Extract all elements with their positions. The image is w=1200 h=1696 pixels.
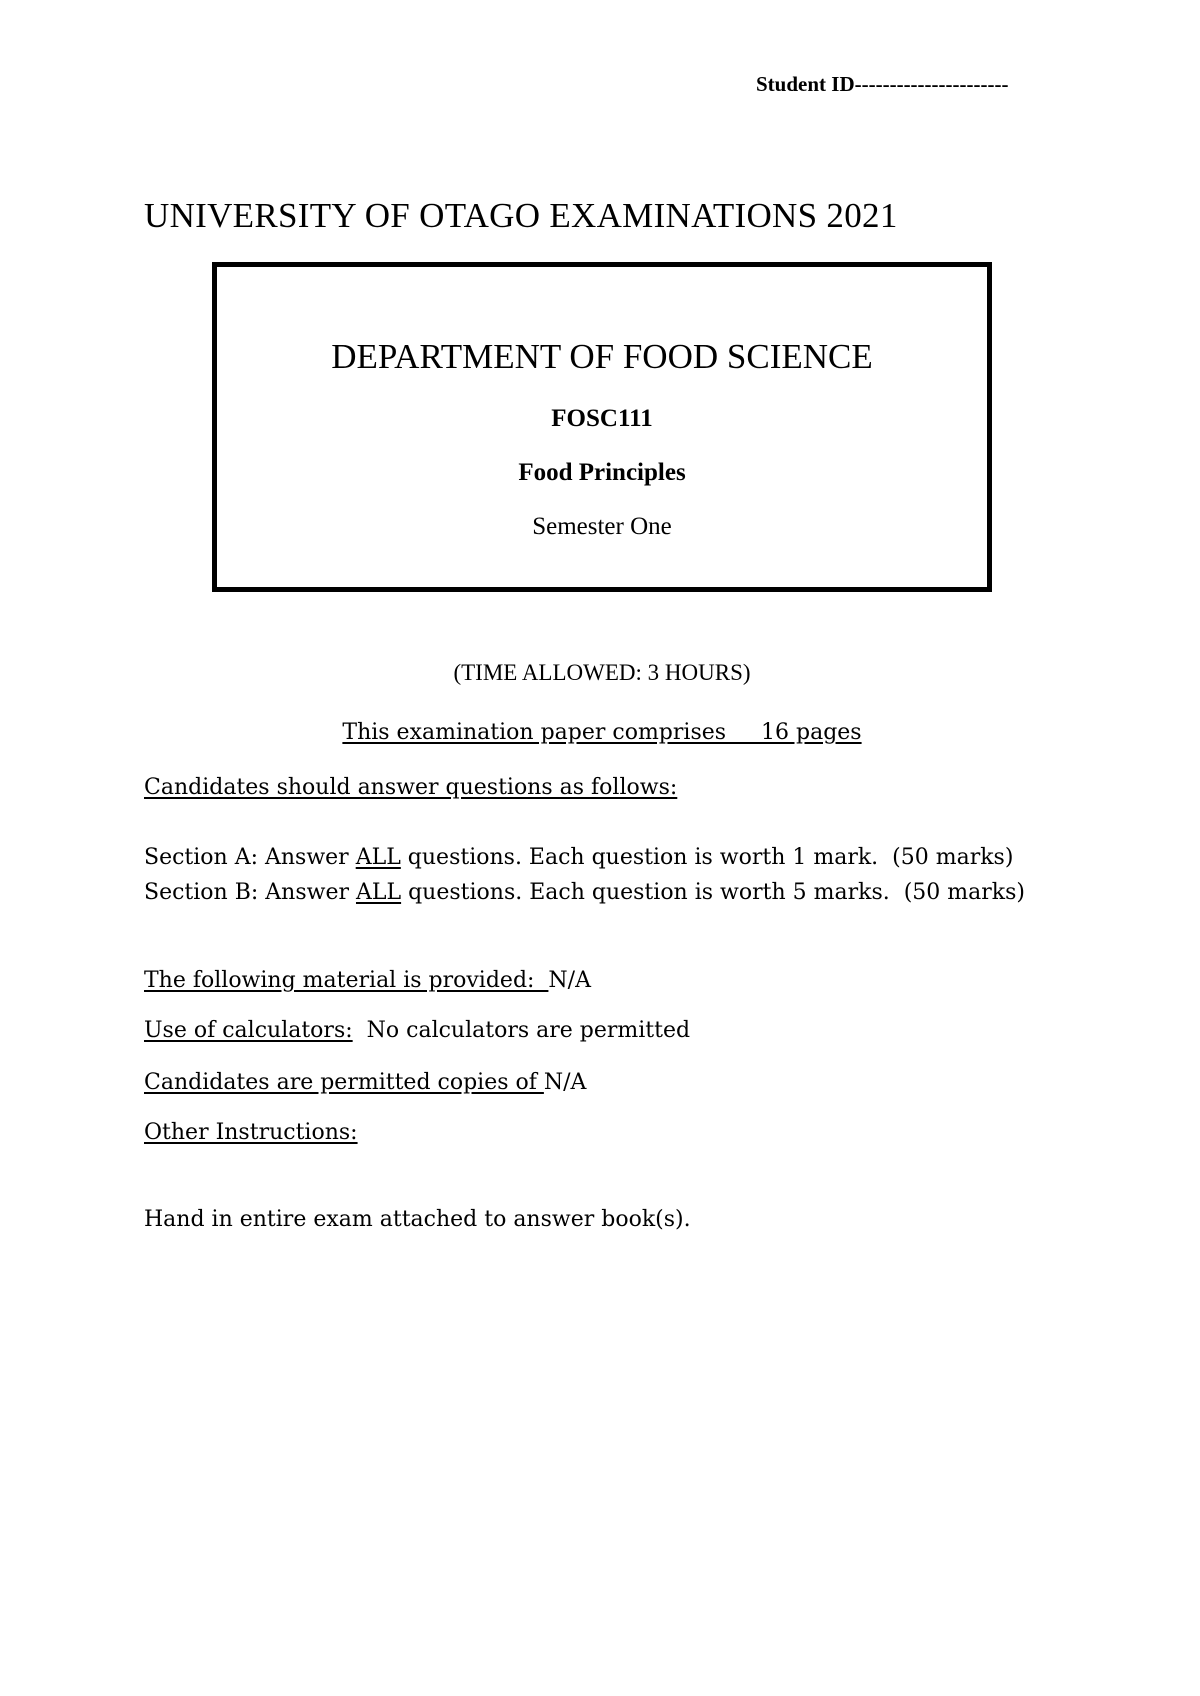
section-b-instruction: [144, 880, 1025, 905]
section-a-instruction: [144, 845, 1013, 870]
material-label: The following material is provided:: [144, 968, 549, 993]
time-allowed: (TIME ALLOWED: 3 HOURS): [453, 660, 751, 685]
calculator-label: Use of calculators:: [144, 1018, 353, 1043]
material-provided: [144, 968, 591, 993]
section-a-prefix: Section A: Answer: [144, 845, 356, 870]
semester: Semester One: [532, 513, 672, 540]
course-code: FOSC111: [551, 405, 653, 432]
permitted-copies: [144, 1070, 586, 1095]
course-name: Food Principles: [518, 459, 686, 486]
candidates-heading: [144, 775, 677, 800]
student-id-field: Student ID----------------------: [756, 72, 1009, 96]
department-name: DEPARTMENT OF FOOD SCIENCE: [331, 337, 873, 376]
page-count-line: [0, 720, 1200, 745]
section-a-suffix: questions. Each question is worth 1 mark. (50 marks): [400, 845, 1014, 870]
calculator-value: No calculators are permitted: [352, 1018, 691, 1043]
section-b-prefix: Section B: Answer: [144, 880, 356, 905]
section-b-emphasis: ALL: [355, 880, 402, 905]
page-title: UNIVERSITY OF OTAGO EXAMINATIONS 2021: [144, 196, 898, 235]
other-instructions-label: Other Instructions:: [144, 1120, 358, 1145]
department-box: [212, 262, 992, 592]
copies-label: Candidates are permitted copies of: [144, 1070, 544, 1095]
section-b-suffix: questions. Each question is worth 5 marks. (50 marks): [401, 880, 1025, 905]
section-a-emphasis: ALL: [355, 845, 401, 870]
page-count-text: This examination paper comprises 16 pages: [342, 720, 862, 745]
candidates-heading-text: Candidates should answer questions as follows:: [144, 775, 678, 800]
material-value: N/A: [548, 968, 591, 993]
hand-in-instruction: Hand in entire exam attached to answer book(s).: [144, 1207, 691, 1232]
calculator-policy: [144, 1018, 690, 1043]
other-instructions: [144, 1120, 358, 1145]
copies-value: N/A: [543, 1070, 587, 1095]
